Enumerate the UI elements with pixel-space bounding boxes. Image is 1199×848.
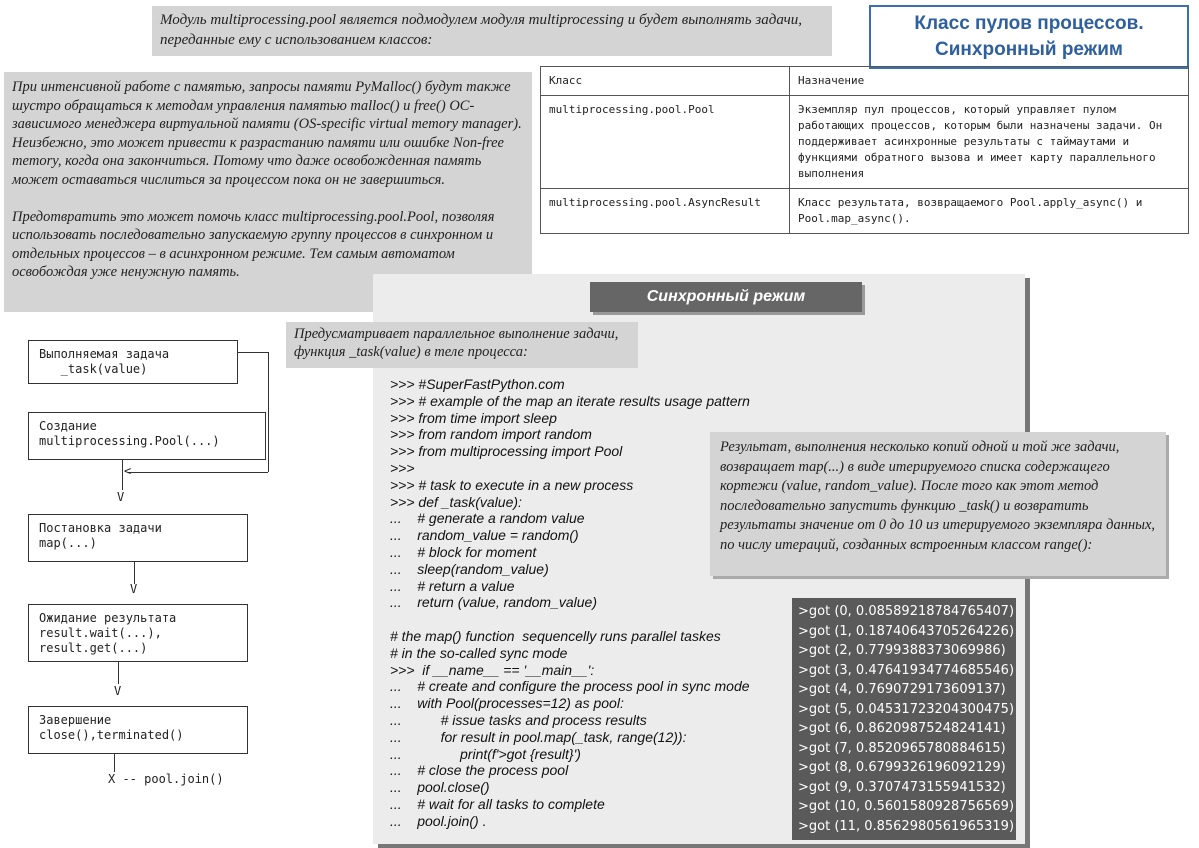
- table-cell: multiprocessing.pool.AsyncResult: [541, 189, 790, 234]
- arrow-down-label: V: [130, 582, 138, 596]
- class-table: [540, 66, 1189, 234]
- page-title: [869, 5, 1189, 69]
- code-line: ... # create and configure the process pool in sync mode: [390, 678, 750, 695]
- memory-note-para2: Предотвратить это может помочь класс multiprocessing.pool.Pool, позволяя использовать последовательно запускаемую группу процессов в синхронном и отдельных процессов – в асинхронном режиме. Тем самым автоматом освобождая уже ненужную память.: [12, 208, 495, 281]
- code-line: ... sleep(random_value): [390, 560, 549, 577]
- memory-note-para1: При интенсивной работе с памятью, запросы памяти PyMalloc() будут также шустро обращаться к методам управления памятью malloc() и free() ОС-зависимого менеджера виртуальной памяти (OS-specific virtual memory manager). Неизбежно, это может привести к разрастанию памяти или ошибке Non-free memory, когда она закончиться. Потому что даже освобожденная память может оставаться числиться за процессом пока он не завершиться.: [12, 79, 522, 188]
- panel-title: Синхронный режим: [590, 282, 862, 312]
- output-line: >got (10, 0.5601580928756569): [798, 799, 1015, 814]
- flow-end-label: X -- pool.join(): [108, 772, 224, 786]
- table-row: [541, 189, 1189, 234]
- code-line: >>>: [390, 459, 415, 476]
- table-cell: multiprocessing.pool.Pool: [541, 96, 790, 189]
- code-line: >>> from random import random: [390, 426, 592, 443]
- connector-line: [114, 754, 115, 772]
- connector-line: [118, 662, 119, 684]
- code-line: ... pool.join() .: [390, 812, 487, 829]
- connector-line: [268, 352, 269, 472]
- output-line: >got (7, 0.8520965780884615): [798, 740, 1006, 756]
- intro-note: Модуль multiprocessing.pool является подмодулем модуля multiprocessing и будет выполнять задачи, переданные ему с использованием классов:: [152, 6, 832, 56]
- code-line: >>> from multiprocessing import Pool: [390, 443, 623, 460]
- table-header-cell: Класс: [541, 67, 790, 96]
- table-row: [541, 96, 1189, 189]
- flow-box-wait: Ожидание результата result.wait(...), result.get(...): [28, 604, 248, 662]
- output-line: >got (1, 0.18740643705264226): [798, 623, 1015, 639]
- code-line: >>> from time import sleep: [390, 409, 557, 426]
- code-line: ... random_value = random(): [390, 527, 579, 544]
- output-line: >got (5, 0.04531723204300475): [798, 701, 1015, 717]
- arrow-down-label: V: [114, 684, 122, 698]
- output-line: >got (2, 0.7799388373069986): [798, 643, 1006, 658]
- connector-line: [122, 460, 123, 490]
- code-line: >>> def _task(value):: [390, 493, 522, 510]
- sync-description: Предусматривает параллельное выполнение задачи, функция _task(value) в теле процесса:: [286, 322, 638, 368]
- table-cell: Экземпляр пул процессов, который управляет пулом работающих процессов, которым были назначены задачи. Он поддерживает асинхронные результаты с таймаутами и функциями обратного вызова и имеет карту параллельного выполнения: [790, 96, 1189, 189]
- code-line: ... for result in pool.map(_task, range(12)):: [390, 728, 687, 745]
- code-line: >>> # example of the map an iterate results usage pattern: [390, 392, 750, 409]
- code-line: ... # return a value: [390, 577, 515, 594]
- connector-line: [128, 472, 268, 473]
- code-line: >>> #SuperFastPython.com: [390, 376, 565, 392]
- code-line: ... # close the process pool: [390, 762, 569, 779]
- output-line: >got (0, 0.08589218784765407): [798, 604, 1015, 619]
- output-line: >got (3, 0.47641934774685546): [798, 662, 1015, 678]
- code-line: # the map() function sequencelly runs parallel taskes: [390, 627, 721, 644]
- code-line: ... # generate a random value: [390, 510, 585, 527]
- arrow-down-label: V: [117, 490, 125, 504]
- code-line: ... return (value, random_value): [390, 594, 597, 611]
- code-line: >>> # task to execute in a new process: [390, 476, 634, 493]
- title-line-2: Синхронный режим: [935, 39, 1123, 60]
- code-line: ... pool.close(): [390, 779, 490, 796]
- connector-line: [134, 562, 135, 584]
- code-line: [390, 611, 790, 628]
- flow-box-queue: Постановка задачи map(...): [28, 514, 248, 562]
- code-line: # in the so-called sync mode: [390, 644, 568, 661]
- result-note: Результат, выполнения несколько копий одной и той же задачи, возвращает map(...) в виде итерируемого списка содержащего кортежи (value, random_value). После того как этот метод последовательно запустить функцию _task() и возвратить результаты значение от 0 до 10 из итерируемого экземпляра данных, по числу итераций, созданных встроенным классом range():: [710, 432, 1166, 576]
- table-cell: Класс результата, возвращаемого Pool.apply_async() и Pool.map_async().: [790, 189, 1189, 234]
- code-line: ... # block for moment: [390, 543, 537, 560]
- output-line: >got (4, 0.7690729173609137): [798, 682, 1006, 697]
- title-line-1: Класс пулов процессов.: [914, 13, 1144, 34]
- output-line: >got (9, 0.3707473155941532): [798, 779, 1006, 795]
- output-line: >got (8, 0.6799326196092129): [798, 760, 1006, 775]
- code-line: ... print(f'>got {result}'): [390, 745, 581, 762]
- flow-box-create: Создание multiprocessing.Pool(...): [28, 412, 266, 460]
- flow-box-task: Выполняемая задача _task(value): [28, 340, 238, 384]
- code-line: >>> if __name__ == '__main__':: [390, 661, 595, 678]
- table-header-row: [541, 67, 1189, 96]
- code-line: ... # wait for all tasks to complete: [390, 795, 605, 812]
- arrow-left-icon: <: [124, 464, 132, 478]
- flow-box-finish: Завершение close(),terminated(): [28, 706, 248, 754]
- output-line: >got (6, 0.8620987524824141): [798, 721, 1006, 736]
- table-header-cell: Назначение: [790, 67, 1189, 96]
- code-line: ... with Pool(processes=12) as pool:: [390, 695, 624, 712]
- output-line: >got (11, 0.8562980561965319): [798, 818, 1015, 834]
- connector-line: [238, 352, 268, 353]
- code-line: ... # issue tasks and process results: [390, 711, 647, 728]
- output-console: [792, 598, 1016, 840]
